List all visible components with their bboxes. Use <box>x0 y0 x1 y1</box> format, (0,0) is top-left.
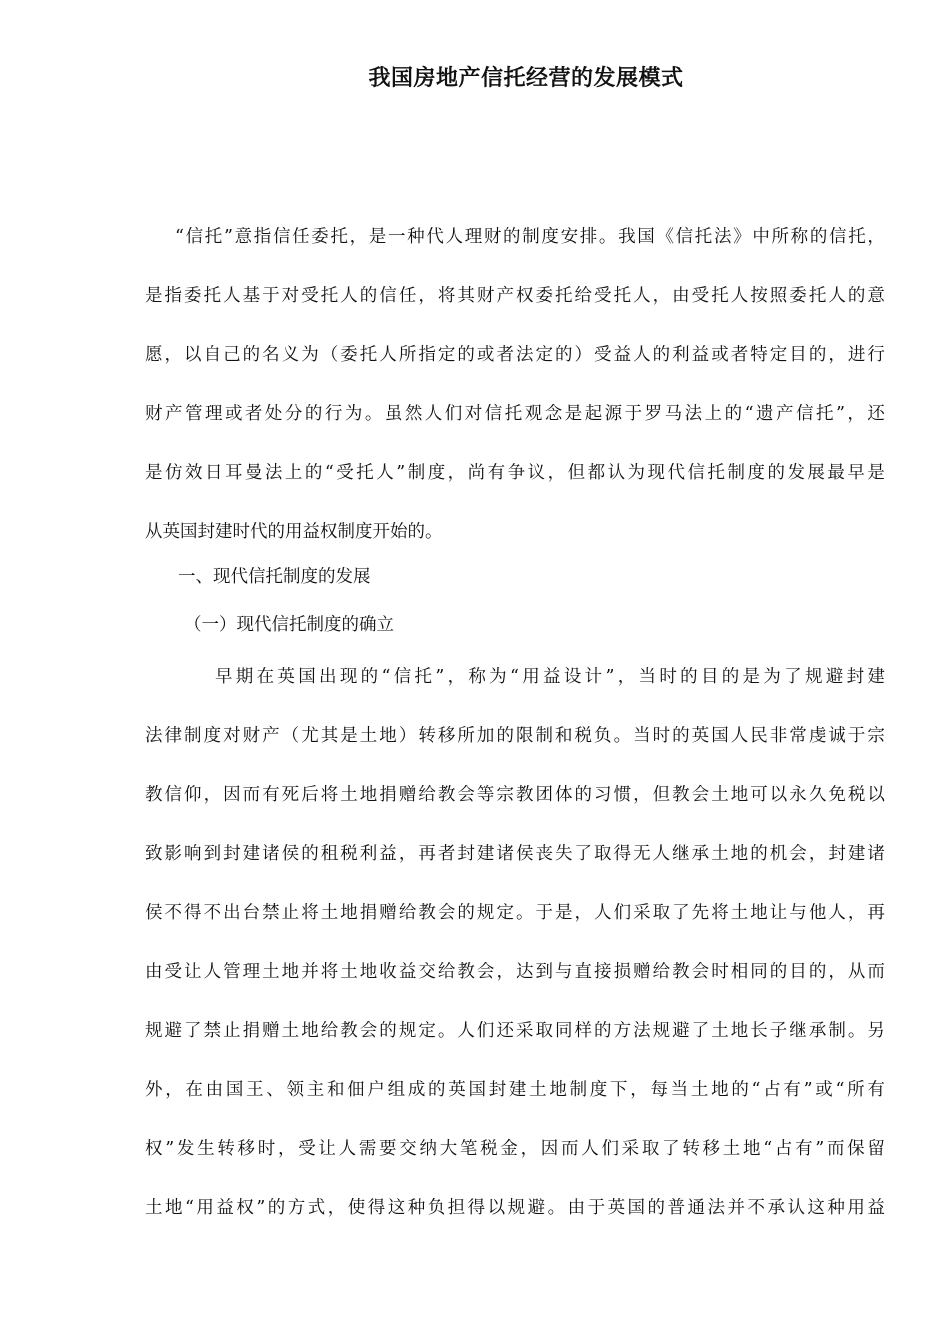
text-line: 法律制度对财产（尤其是土地）转移所加的限制和税负。当时的英国人民非常虔诚于宗 <box>145 726 885 746</box>
text-line: 侯不得不出台禁止将土地捐赠给教会的规定。于是，人们采取了先将土地让与他人，再 <box>145 903 885 923</box>
paragraph-definition <box>145 217 885 557</box>
text-line: 致影响到封建诸侯的租税利益，再者封建诸侯丧失了取得无人继承土地的机会，封建诸 <box>145 844 885 864</box>
text-line: 土地“用益权”的方式，使得这种负担得以规避。由于英国的普通法并不承认这种用益 <box>145 1198 885 1218</box>
text-line: 从英国封建时代的用益权制度开始的。 <box>145 522 443 542</box>
document-title: 我国房地产信托经营的发展模式 <box>368 65 684 91</box>
text-line: “信托”意指信任委托，是一种代人理财的制度安排。我国《信托法》中所称的信托， <box>175 227 885 247</box>
text-line: 是指委托人基于对受托人的信任，将其财产权委托给受托人，由受托人按照委托人的意 <box>145 286 885 306</box>
text-line: 规避了禁止捐赠土地给教会的规定。人们还采取同样的方法规避了土地长子继承制。另 <box>145 1021 885 1041</box>
section-heading: 一、现代信托制度的发展 <box>178 567 371 587</box>
text-line: 由受让人管理土地并将土地收益交给教会，达到与直接损赠给教会时相同的目的，从而 <box>145 962 885 982</box>
text-line: 财产管理或者处分的行为。虽然人们对信托观念是起源于罗马法上的“遗产信托”，还 <box>145 404 885 424</box>
text-line: 权”发生转移时，受让人需要交纳大笔税金，因而人们采取了转移土地“占有”而保留 <box>145 1139 885 1159</box>
paragraph-history <box>145 657 885 1247</box>
subsection-heading: （一）现代信托制度的确立 <box>184 615 394 635</box>
text-line: 愿，以自己的名义为（委托人所指定的或者法定的）受益人的利益或者特定目的，进行 <box>145 345 885 365</box>
document-body <box>145 217 885 1247</box>
text-line: 早期在英国出现的“信托”，称为“用益设计”，当时的目的是为了规避封建 <box>215 667 885 687</box>
text-line: 教信仰，因而有死后将土地捐赠给教会等宗教团体的习惯，但教会土地可以永久免税以 <box>145 785 885 805</box>
text-line: 外，在由国王、领主和佃户组成的英国封建土地制度下，每当土地的“占有”或“所有 <box>145 1080 885 1100</box>
text-line: 是仿效日耳曼法上的“受托人”制度，尚有争议，但都认为现代信托制度的发展最早是 <box>145 463 885 483</box>
